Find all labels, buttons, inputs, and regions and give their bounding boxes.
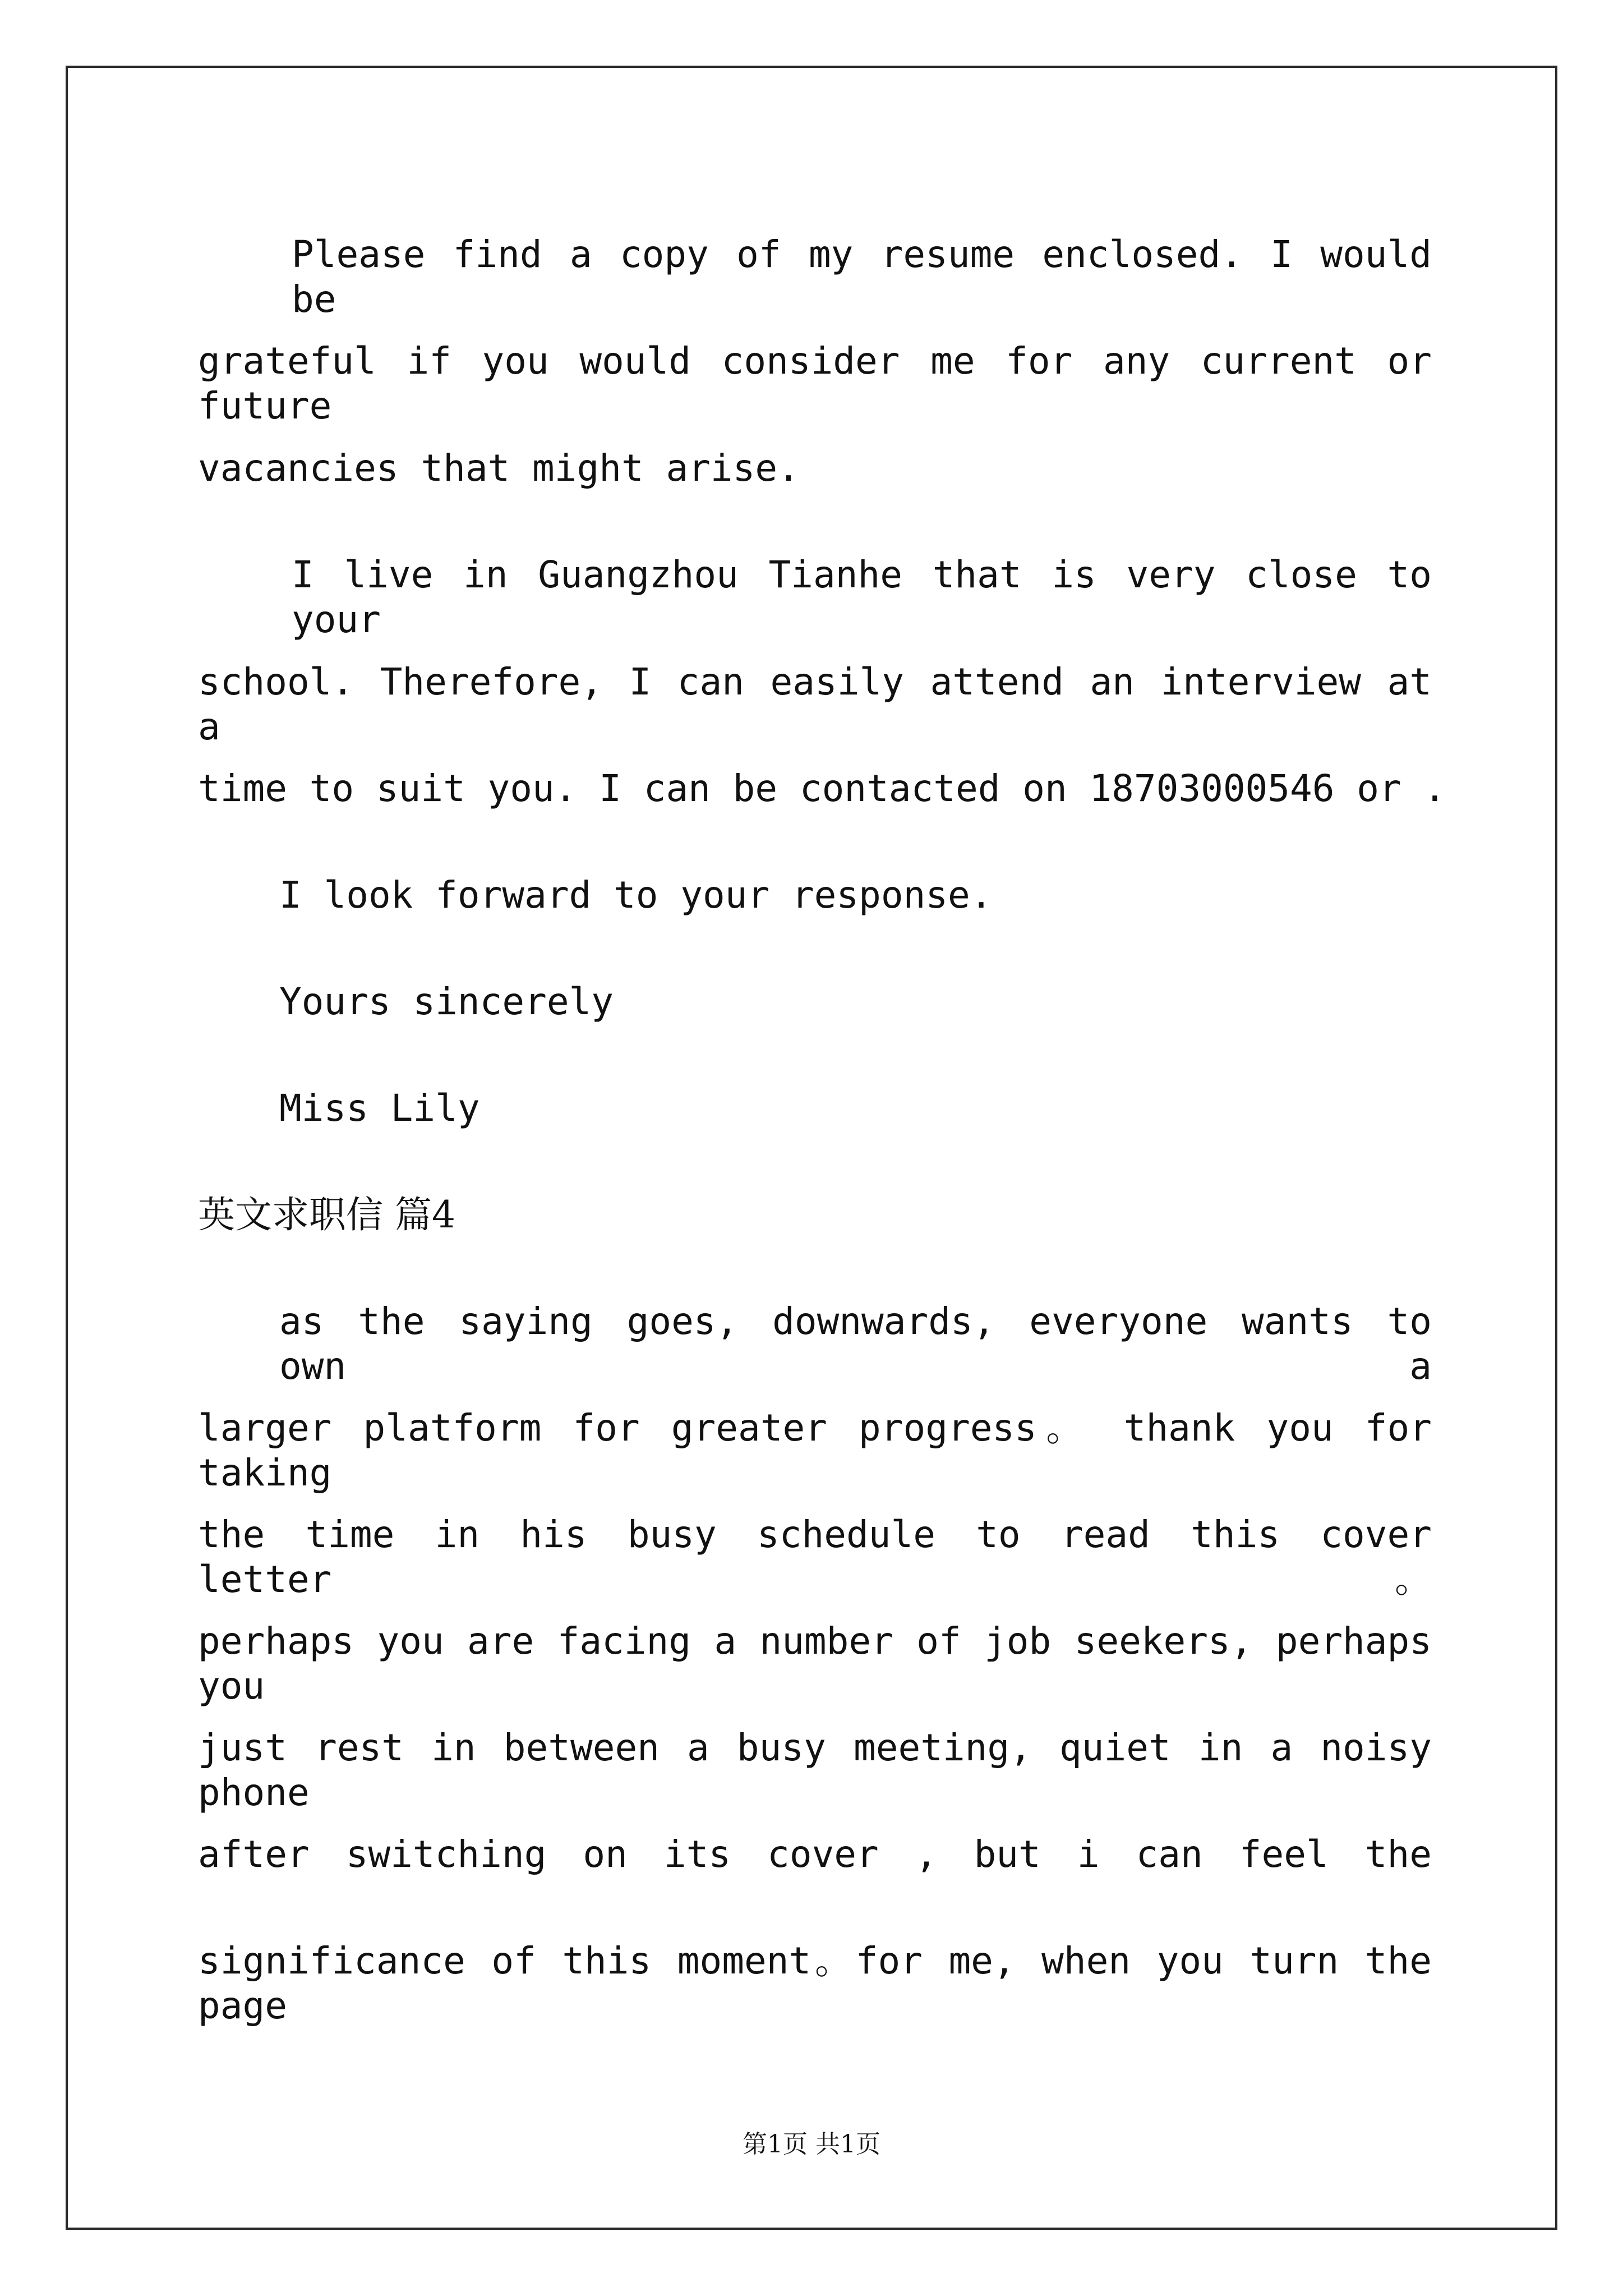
- paragraph3-line1: as the saying goes, downwards, everyone wants to own a: [279, 1300, 1432, 1388]
- paragraph1-line2: grateful if you would consider me for any current or future: [198, 339, 1432, 427]
- paragraph2-line2: school. Therefore, I can easily attend an interview at a: [198, 660, 1432, 748]
- paragraph2-line3: time to suit you. I can be contacted on 18703000546 or .: [198, 767, 1446, 810]
- paragraph1-line1: Please find a copy of my resume enclosed. I would be: [292, 233, 1432, 321]
- paragraph3-line6: after switching on its cover , but i can feel the: [198, 1833, 1432, 1876]
- paragraph3-line7: significance of this moment。for me, when you turn the page: [198, 1939, 1432, 2027]
- section-heading: 英文求职信 篇4: [198, 1193, 455, 1236]
- paragraph2-line1: I live in Guangzhou Tianhe that is very close to your: [292, 553, 1432, 641]
- paragraph3-line3: the time in his busy schedule to read this cover letter。: [198, 1513, 1432, 1601]
- paragraph3-line5: just rest in between a busy meeting, quiet in a noisy phone: [198, 1726, 1432, 1814]
- page-number-info: 第1页 共1页: [743, 2130, 880, 2159]
- paragraph3-line2: larger platform for greater progress。 thank you for taking: [198, 1406, 1432, 1494]
- closing-look-forward: I look forward to your response.: [279, 873, 993, 917]
- paragraph3-line4: perhaps you are facing a number of job seekers, perhaps you: [198, 1619, 1432, 1708]
- paragraph1-line3: vacancies that might arise.: [198, 447, 800, 490]
- closing-valediction: Yours sincerely: [279, 980, 614, 1023]
- page-footer: [0, 2131, 1623, 2159]
- closing-signature: Miss Lily: [279, 1087, 480, 1130]
